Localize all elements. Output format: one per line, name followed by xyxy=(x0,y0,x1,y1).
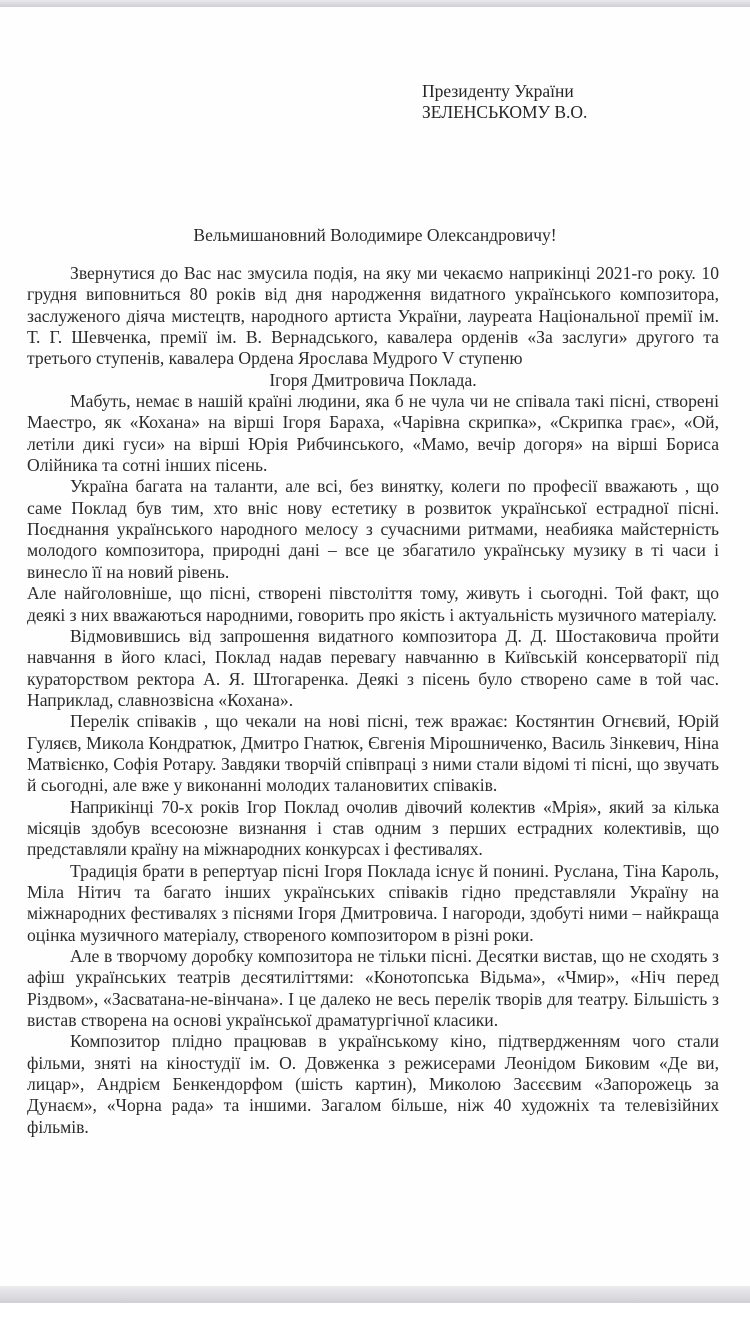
addressee-name: ЗЕЛЕНСЬКОМУ В.О. xyxy=(422,102,588,122)
salutation: Вельмишановний Володимире Олександровичу! xyxy=(193,225,557,245)
paragraph-anniversary: Звернутися до Вас нас змусила подія, на яку ми чекаємо наприкінці 2021-го року. 10 грудня виповниться 80 років від дня народження видатного українського композитора, заслуженого діяча мистецтв, народного артиста України, лауреата Національної премії ім. Т. Г. Шевченка, премії ім. В. Вернадського, кавалера орденів «За заслуги» другого та третього ступенів, кавалера Ордена Ярослава Мудрого V ступеню xyxy=(27,263,719,369)
paragraph-cinema: Композитор плідно працював в українському кіно, підтвердженням чого стали фільми, зняті на кіностудії ім. О. Довженка з режисерами Леонідом Биковим «Де ви, лицар», Андрієм Бенкендорфом (шість картин), Миколою Засєєвим «Запорожець за Дунаєм», «Чорна рада» та іншими. Загалом більше, ніж 40 художніх та телевізійних фільмів. xyxy=(27,1031,719,1137)
addressee-title: Президенту України xyxy=(422,81,574,101)
paragraph-tradition: Традиція брати в репертуар пісні Ігоря Поклада існує й понині. Руслана, Тіна Кароль, Міла Нітич та багато інших українських співаків гідно представляли Україну на міжнародних фестивалях з піснями Ігоря Дмитровича. І нагороди, здобуті ними – найкраща оцінка музичного матеріалу, створеного композитором в різні роки. xyxy=(27,860,719,945)
top-edge-shadow xyxy=(0,0,750,7)
addressee-block xyxy=(422,81,587,123)
paragraph-singers: Перелік співаків , що чекали на нові пісні, теж вражає: Костянтин Огнєвий, Юрій Гуляєв, Микола Кондратюк, Дмитро Гнатюк, Євгенія Мірошниченко, Василь Зінкевич, Ніна Матвієнко, Софія Ротару. Завдяки творчій співпраці з ними стали відомі ті пісні, що звучать й сьогодні, але вже у виконанні молодих талановитих співаків. xyxy=(27,711,719,796)
paragraph-education: Відмовившись від запрошення видатного композитора Д. Д. Шостаковича пройти навчання в його класі, Поклад надав перевагу навчанню в Київській консерваторії під кураторством ректора А. Я. Штогаренка. Деякі з пісень було створено саме в той час. Наприклад, славнозвісна «Кохана». xyxy=(27,625,719,710)
paragraph-most-important: Але найголовніше, що пісні, створені півстоліття тому, живуть і сьогодні. Той факт, що деякі з них вважаються народними, говорить про якість і актуальність музичного матеріалу. xyxy=(27,583,719,625)
paragraph-mriya: Наприкінці 70-х років Ігор Поклад очолив дівочий колектив «Мрія», який за кілька місяців здобув всесоюзне визнання і став одним з перших естрадних колективів, що представляли країну на міжнародних конкурсах і фестивалях. xyxy=(27,796,719,860)
letter-body xyxy=(27,263,719,1138)
paragraph-songs: Мабуть, немає в нашій країні людини, яка б не чула чи не співала такі пісні, створені Маестро, як «Кохана» на вірші Ігоря Бараха, «Чарівна скрипка», «Скрипка грає», «Ой, летіли дикі гуси» на вірші Юрія Рибчинського, «Мамо, вечір догоря» на вірші Бориса Олійника та сотні інших пісень. xyxy=(27,391,719,476)
paragraph-theatre: Але в творчому доробку композитора не тільки пісні. Десятки вистав, що не сходять з афіш українських театрів десятиліттями: «Конотопська Відьма», «Чмир», «Ніч перед Різдвом», «Засватана-не-вінчана». І це далеко не весь перелік творів для театру. Більшість з вистав створена на основі української драматургічної класики. xyxy=(27,946,719,1031)
paragraph-composer-name: Ігоря Дмитровича Поклада. xyxy=(269,369,477,390)
paragraph-talents: Україна багата на таланти, але всі, без винятку, колеги по професії вважають , що саме Поклад був тим, хто вніс нову естетику в розвиток української естрадної пісні. Поєднання українського народного мелосу з сучасними ритмами, неабияка майстерність молодого композитора, природні дані – все це збагатило українську музику в ті часи і винесло її на новий рівень. xyxy=(27,476,719,582)
bottom-edge-shadow xyxy=(0,1286,750,1303)
